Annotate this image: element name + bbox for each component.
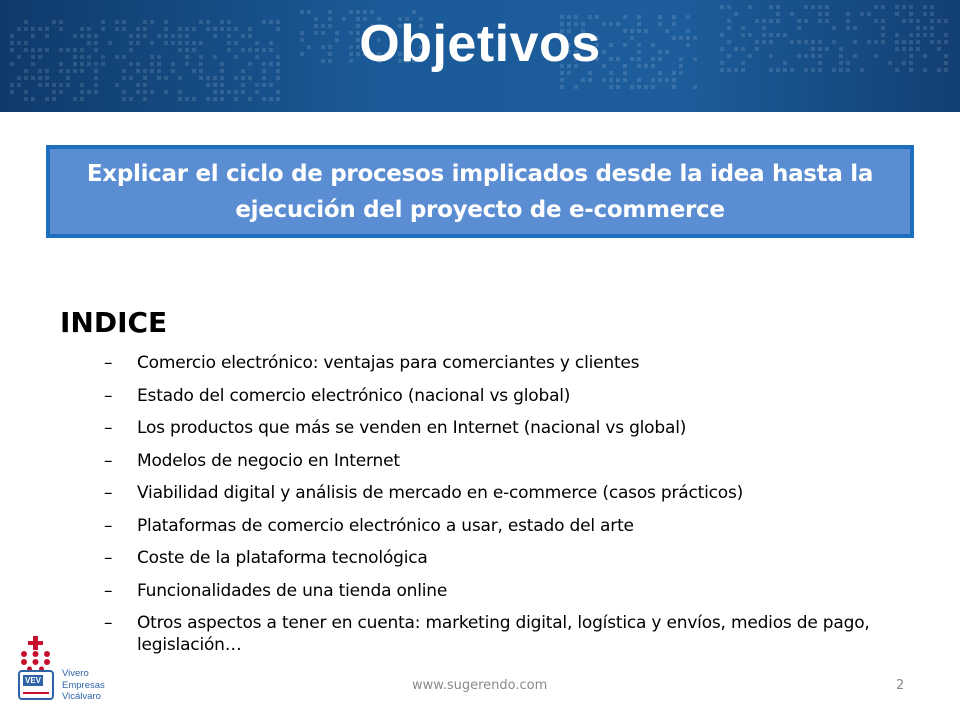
title-banner <box>0 0 960 112</box>
bullet-dash: – <box>104 515 113 536</box>
logo-name-line: Vicálvaro <box>62 691 101 702</box>
list-item-text: Comercio electrónico: ventajas para comerciantes y clientes <box>137 353 640 373</box>
list-item-text: Plataformas de comercio electrónico a usar, estado del arte <box>137 515 634 536</box>
vev-badge-text: VEV <box>25 676 42 685</box>
logo-name-line: Vivero <box>62 668 89 679</box>
bullet-dash: – <box>104 483 113 503</box>
footer-url: www.sugerendo.com <box>412 678 548 693</box>
vev-badge <box>18 670 54 700</box>
bullet-dash: – <box>104 580 113 601</box>
bullet-dash: – <box>104 548 113 568</box>
objective-text: Explicar el ciclo de procesos implicados desde la idea hasta la ejecución del proyecto de e-commerce <box>86 160 874 223</box>
list-item <box>104 612 924 656</box>
index-list <box>104 352 924 667</box>
list-item <box>104 417 924 439</box>
bullet-dash: – <box>104 450 113 471</box>
list-item <box>104 450 924 472</box>
list-item-text: Modelos de negocio en Internet <box>137 450 400 471</box>
bullet-dash: – <box>104 353 113 373</box>
list-item <box>104 385 924 407</box>
bullet-dash: – <box>104 418 113 438</box>
list-item-text: Los productos que más se venden en Internet (nacional vs global) <box>137 418 687 438</box>
list-item-text: Funcionalidades de una tienda online <box>137 580 448 601</box>
objective-box <box>46 145 914 238</box>
logo-name-line: Empresas <box>62 679 105 691</box>
slide-title: Objetivos <box>359 15 601 73</box>
bullet-dash: – <box>104 385 113 406</box>
list-item-text: Viabilidad digital y análisis de mercado en e-commerce (casos prácticos) <box>137 483 744 503</box>
list-item <box>104 482 924 504</box>
list-item-text: Estado del comercio electrónico (nacional vs global) <box>137 385 571 406</box>
logo-name <box>62 668 105 703</box>
list-item <box>104 580 924 602</box>
bullet-dash: – <box>104 613 113 633</box>
list-item <box>104 547 924 569</box>
vivero-empresas-logo <box>14 636 114 706</box>
list-item-text: Otros aspectos a tener en cuenta: marketing digital, logística y envíos, medios de pago, legislación… <box>137 613 870 655</box>
list-item-text: Coste de la plataforma tecnológica <box>137 548 428 568</box>
list-item <box>104 515 924 537</box>
page-number: 2 <box>896 678 905 693</box>
list-item <box>104 352 924 374</box>
badge-stripe <box>23 692 49 694</box>
index-heading: INDICE <box>60 306 168 339</box>
crown-crest-icon <box>16 636 56 672</box>
